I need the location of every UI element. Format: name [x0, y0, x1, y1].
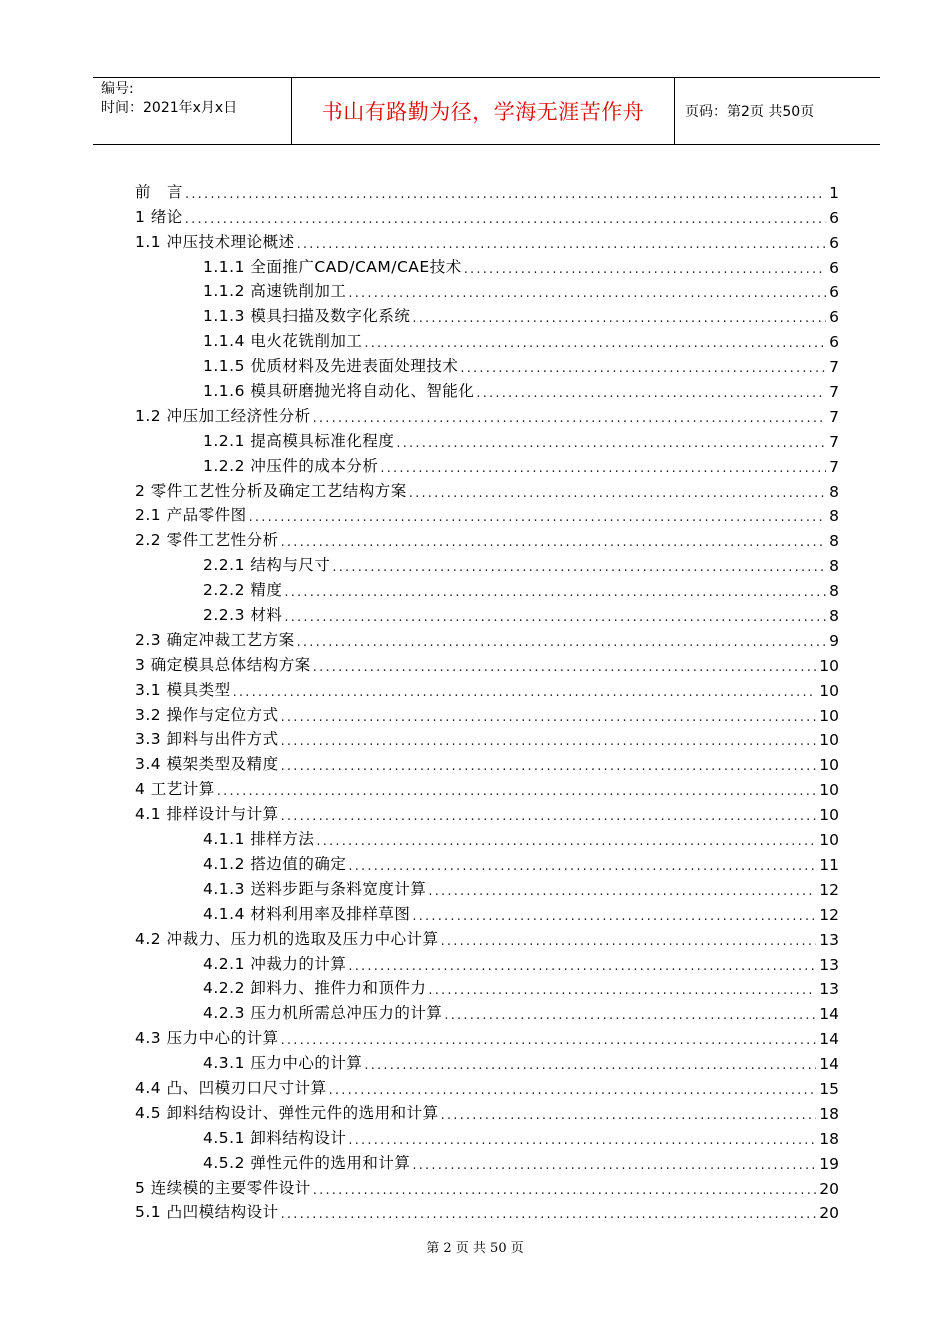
toc-entry[interactable] — [135, 650, 839, 675]
toc-leader-dots — [185, 187, 826, 202]
toc-entry-page: 9 — [829, 631, 839, 650]
toc-entry-page: 10 — [819, 656, 839, 675]
toc-entry-title: 3.4 模架类型及精度 — [135, 755, 279, 774]
toc-entry-title: 2.2 零件工艺性分析 — [135, 531, 279, 550]
toc-entry-title: 1.1.3 模具扫描及数字化系统 — [203, 307, 411, 326]
toc-entry-page: 7 — [829, 383, 839, 402]
toc-entry-page: 7 — [829, 358, 839, 377]
toc-entry[interactable] — [135, 401, 839, 426]
toc-leader-dots — [412, 1158, 816, 1173]
toc-entry[interactable] — [135, 326, 839, 351]
toc-leader-dots — [313, 660, 816, 675]
toc-leader-dots — [444, 1008, 816, 1023]
toc-entry-title: 前 言 — [135, 182, 184, 201]
toc-entry[interactable] — [135, 177, 839, 202]
toc-leader-dots — [284, 610, 826, 625]
toc-entry[interactable] — [135, 426, 839, 451]
toc-entry[interactable] — [135, 924, 839, 949]
table-of-contents — [135, 177, 839, 1222]
header-page-info: 页码：第2页 共50页 — [685, 104, 815, 120]
toc-entry-title: 2.1 产品零件图 — [135, 506, 247, 525]
toc-entry-page: 10 — [819, 806, 839, 825]
toc-entry[interactable] — [135, 351, 839, 376]
toc-leader-dots — [409, 486, 826, 501]
toc-entry[interactable] — [135, 725, 839, 750]
toc-entry[interactable] — [135, 824, 839, 849]
toc-entry-page: 14 — [819, 1030, 839, 1049]
toc-entry[interactable] — [135, 1023, 839, 1048]
toc-leader-dots — [249, 510, 827, 525]
toc-entry-page: 14 — [819, 1055, 839, 1074]
toc-leader-dots — [332, 560, 826, 575]
page-header — [93, 77, 880, 145]
toc-leader-dots — [348, 959, 816, 974]
toc-leader-dots — [348, 859, 816, 874]
toc-entry-title: 4.5.2 弹性元件的选用和计算 — [203, 1153, 411, 1172]
toc-entry-page: 6 — [829, 308, 839, 327]
toc-entry-title: 4.5.1 卸料结构设计 — [203, 1128, 347, 1147]
toc-entry-title: 4.3.1 压力中心的计算 — [203, 1054, 363, 1073]
toc-entry[interactable] — [135, 874, 839, 899]
toc-leader-dots — [412, 909, 816, 924]
toc-entry[interactable] — [135, 749, 839, 774]
toc-leader-dots — [313, 411, 827, 426]
toc-leader-dots — [428, 983, 816, 998]
toc-entry[interactable] — [135, 1073, 839, 1098]
toc-entry-title: 1.2.2 冲压件的成本分析 — [203, 456, 379, 475]
toc-leader-dots — [316, 834, 816, 849]
toc-entry-title: 4.5 卸料结构设计、弹性元件的选用和计算 — [135, 1103, 439, 1122]
toc-entry-title: 1.2.1 提高模具标准化程度 — [203, 431, 395, 450]
toc-entry-page: 12 — [819, 880, 839, 899]
toc-entry-page: 1 — [829, 183, 839, 202]
toc-entry-title: 5.1 凸凹模结构设计 — [135, 1203, 279, 1222]
toc-leader-dots — [281, 535, 827, 550]
toc-entry[interactable] — [135, 1198, 839, 1223]
header-number-label: 编号: — [101, 81, 134, 97]
toc-leader-dots — [281, 759, 817, 774]
toc-entry[interactable] — [135, 899, 839, 924]
toc-entry-title: 4.2.1 冲裁力的计算 — [203, 954, 347, 973]
toc-entry[interactable] — [135, 1173, 839, 1198]
toc-entry[interactable] — [135, 600, 839, 625]
toc-entry-page: 7 — [829, 457, 839, 476]
toc-entry-page: 10 — [819, 756, 839, 775]
toc-leader-dots — [313, 1183, 816, 1198]
page-footer: 第 2 页 共 50 页 — [426, 1241, 524, 1256]
toc-leader-dots — [348, 286, 826, 301]
toc-entry[interactable] — [135, 1098, 839, 1123]
toc-entry-page: 19 — [819, 1154, 839, 1173]
toc-entry-page: 8 — [829, 582, 839, 601]
toc-entry-title: 2.2.1 结构与尺寸 — [203, 556, 331, 575]
toc-entry-page: 15 — [819, 1079, 839, 1098]
toc-leader-dots — [217, 784, 816, 799]
toc-entry-title: 2 零件工艺性分析及确定工艺结构方案 — [135, 481, 407, 500]
toc-entry-page: 8 — [829, 507, 839, 526]
toc-leader-dots — [348, 1133, 816, 1148]
toc-entry-page: 6 — [829, 233, 839, 252]
toc-entry-title: 1 绪论 — [135, 207, 183, 226]
toc-entry[interactable] — [135, 451, 839, 476]
toc-entry-page: 6 — [829, 333, 839, 352]
toc-entry-title: 3 确定模具总体结构方案 — [135, 655, 311, 674]
toc-entry-page: 13 — [819, 930, 839, 949]
toc-entry-page: 10 — [819, 831, 839, 850]
toc-entry-page: 10 — [819, 681, 839, 700]
toc-entry-title: 1.1.4 电火花铣削加工 — [203, 332, 363, 351]
toc-entry[interactable] — [135, 1123, 839, 1148]
header-meta — [93, 78, 291, 144]
toc-entry-title: 4.2 冲裁力、压力机的选取及压力中心计算 — [135, 929, 439, 948]
toc-entry-page: 8 — [829, 532, 839, 551]
toc-entry[interactable] — [135, 675, 839, 700]
toc-entry-page: 10 — [819, 781, 839, 800]
toc-leader-dots — [464, 262, 826, 277]
toc-entry-page: 10 — [819, 706, 839, 725]
toc-leader-dots — [329, 1083, 817, 1098]
toc-entry[interactable] — [135, 849, 839, 874]
toc-entry-title: 4.1.4 材料利用率及排样草图 — [203, 904, 411, 923]
toc-entry[interactable] — [135, 949, 839, 974]
toc-leader-dots — [460, 361, 826, 376]
toc-entry[interactable] — [135, 301, 839, 326]
toc-leader-dots — [380, 461, 826, 476]
toc-entry[interactable] — [135, 625, 839, 650]
header-motto: 书山有路勤为径，学海无涯苦作舟 — [291, 78, 675, 144]
toc-leader-dots — [396, 436, 826, 451]
toc-entry-title: 1.1.1 全面推广CAD/CAM/CAE技术 — [203, 257, 462, 276]
toc-entry-title: 2.2.2 精度 — [203, 581, 283, 600]
toc-entry-title: 1.1.2 高速铣削加工 — [203, 282, 347, 301]
toc-entry[interactable] — [135, 202, 839, 227]
toc-entry-page: 18 — [819, 1104, 839, 1123]
toc-entry-title: 5 连续模的主要零件设计 — [135, 1178, 311, 1197]
toc-entry-page: 7 — [829, 432, 839, 451]
toc-leader-dots — [281, 710, 817, 725]
toc-entry[interactable] — [135, 799, 839, 824]
toc-entry-page: 8 — [829, 557, 839, 576]
toc-entry-title: 4.1.2 搭边值的确定 — [203, 854, 347, 873]
toc-leader-dots — [281, 809, 817, 824]
toc-entry-title: 1.1 冲压技术理论概述 — [135, 232, 295, 251]
toc-entry-title: 4.1.1 排样方法 — [203, 830, 315, 849]
toc-leader-dots — [284, 585, 826, 600]
toc-entry[interactable] — [135, 974, 839, 999]
toc-entry[interactable] — [135, 774, 839, 799]
toc-leader-dots — [364, 336, 826, 351]
toc-entry-title: 3.3 卸料与出件方式 — [135, 730, 279, 749]
toc-leader-dots — [281, 734, 817, 749]
toc-leader-dots — [281, 1207, 817, 1222]
toc-entry-page: 6 — [829, 208, 839, 227]
toc-entry[interactable] — [135, 700, 839, 725]
toc-entry-page: 13 — [819, 955, 839, 974]
toc-leader-dots — [364, 1058, 816, 1073]
toc-leader-dots — [412, 311, 826, 326]
toc-leader-dots — [428, 884, 816, 899]
toc-leader-dots — [233, 685, 817, 700]
toc-entry-title: 3.1 模具类型 — [135, 680, 231, 699]
toc-entry-title: 3.2 操作与定位方式 — [135, 705, 279, 724]
toc-entry[interactable] — [135, 252, 839, 277]
toc-entry-title: 4.1 排样设计与计算 — [135, 805, 279, 824]
toc-entry[interactable] — [135, 575, 839, 600]
header-time-label: 时间：2021年x月x日 — [101, 100, 238, 116]
toc-entry[interactable] — [135, 998, 839, 1023]
toc-entry-page: 6 — [829, 258, 839, 277]
toc-entry-page: 8 — [829, 482, 839, 501]
toc-entry-title: 4.4 凸、凹模刃口尺寸计算 — [135, 1078, 327, 1097]
toc-entry-page: 14 — [819, 1005, 839, 1024]
toc-leader-dots — [297, 635, 827, 650]
toc-entry[interactable] — [135, 525, 839, 550]
toc-entry-title: 4 工艺计算 — [135, 780, 215, 799]
toc-leader-dots — [297, 237, 827, 252]
toc-entry[interactable] — [135, 277, 839, 302]
toc-entry[interactable] — [135, 227, 839, 252]
toc-leader-dots — [441, 1108, 817, 1123]
toc-entry-title: 4.2.2 卸料力、推件力和顶件力 — [203, 979, 427, 998]
toc-entry[interactable] — [135, 1048, 839, 1073]
toc-entry-page: 12 — [819, 905, 839, 924]
toc-entry-title: 4.2.3 压力机所需总冲压力的计算 — [203, 1004, 443, 1023]
toc-entry-title: 4.1.3 送料步距与条料宽度计算 — [203, 879, 427, 898]
toc-entry-title: 1.1.6 模具研磨抛光将自动化、智能化 — [203, 382, 475, 401]
toc-entry-page: 11 — [819, 855, 839, 874]
toc-entry-page: 6 — [829, 283, 839, 302]
toc-entry-page: 13 — [819, 980, 839, 999]
toc-entry-page: 18 — [819, 1129, 839, 1148]
toc-entry-title: 2.3 确定冲裁工艺方案 — [135, 630, 295, 649]
toc-leader-dots — [281, 1033, 817, 1048]
toc-entry-page: 20 — [819, 1179, 839, 1198]
toc-entry-title: 1.2 冲压加工经济性分析 — [135, 406, 311, 425]
toc-entry[interactable] — [135, 1148, 839, 1173]
toc-entry[interactable] — [135, 476, 839, 501]
toc-entry-page: 20 — [819, 1204, 839, 1223]
toc-entry[interactable] — [135, 550, 839, 575]
toc-entry[interactable] — [135, 376, 839, 401]
toc-entry-page: 7 — [829, 407, 839, 426]
toc-entry-page: 10 — [819, 731, 839, 750]
toc-entry-title: 4.3 压力中心的计算 — [135, 1029, 279, 1048]
toc-leader-dots — [185, 212, 826, 227]
toc-leader-dots — [441, 934, 817, 949]
toc-entry-title: 1.1.5 优质材料及先进表面处理技术 — [203, 357, 459, 376]
toc-entry-title: 2.2.3 材料 — [203, 606, 283, 625]
toc-entry-page: 8 — [829, 607, 839, 626]
toc-entry[interactable] — [135, 501, 839, 526]
toc-leader-dots — [476, 386, 826, 401]
